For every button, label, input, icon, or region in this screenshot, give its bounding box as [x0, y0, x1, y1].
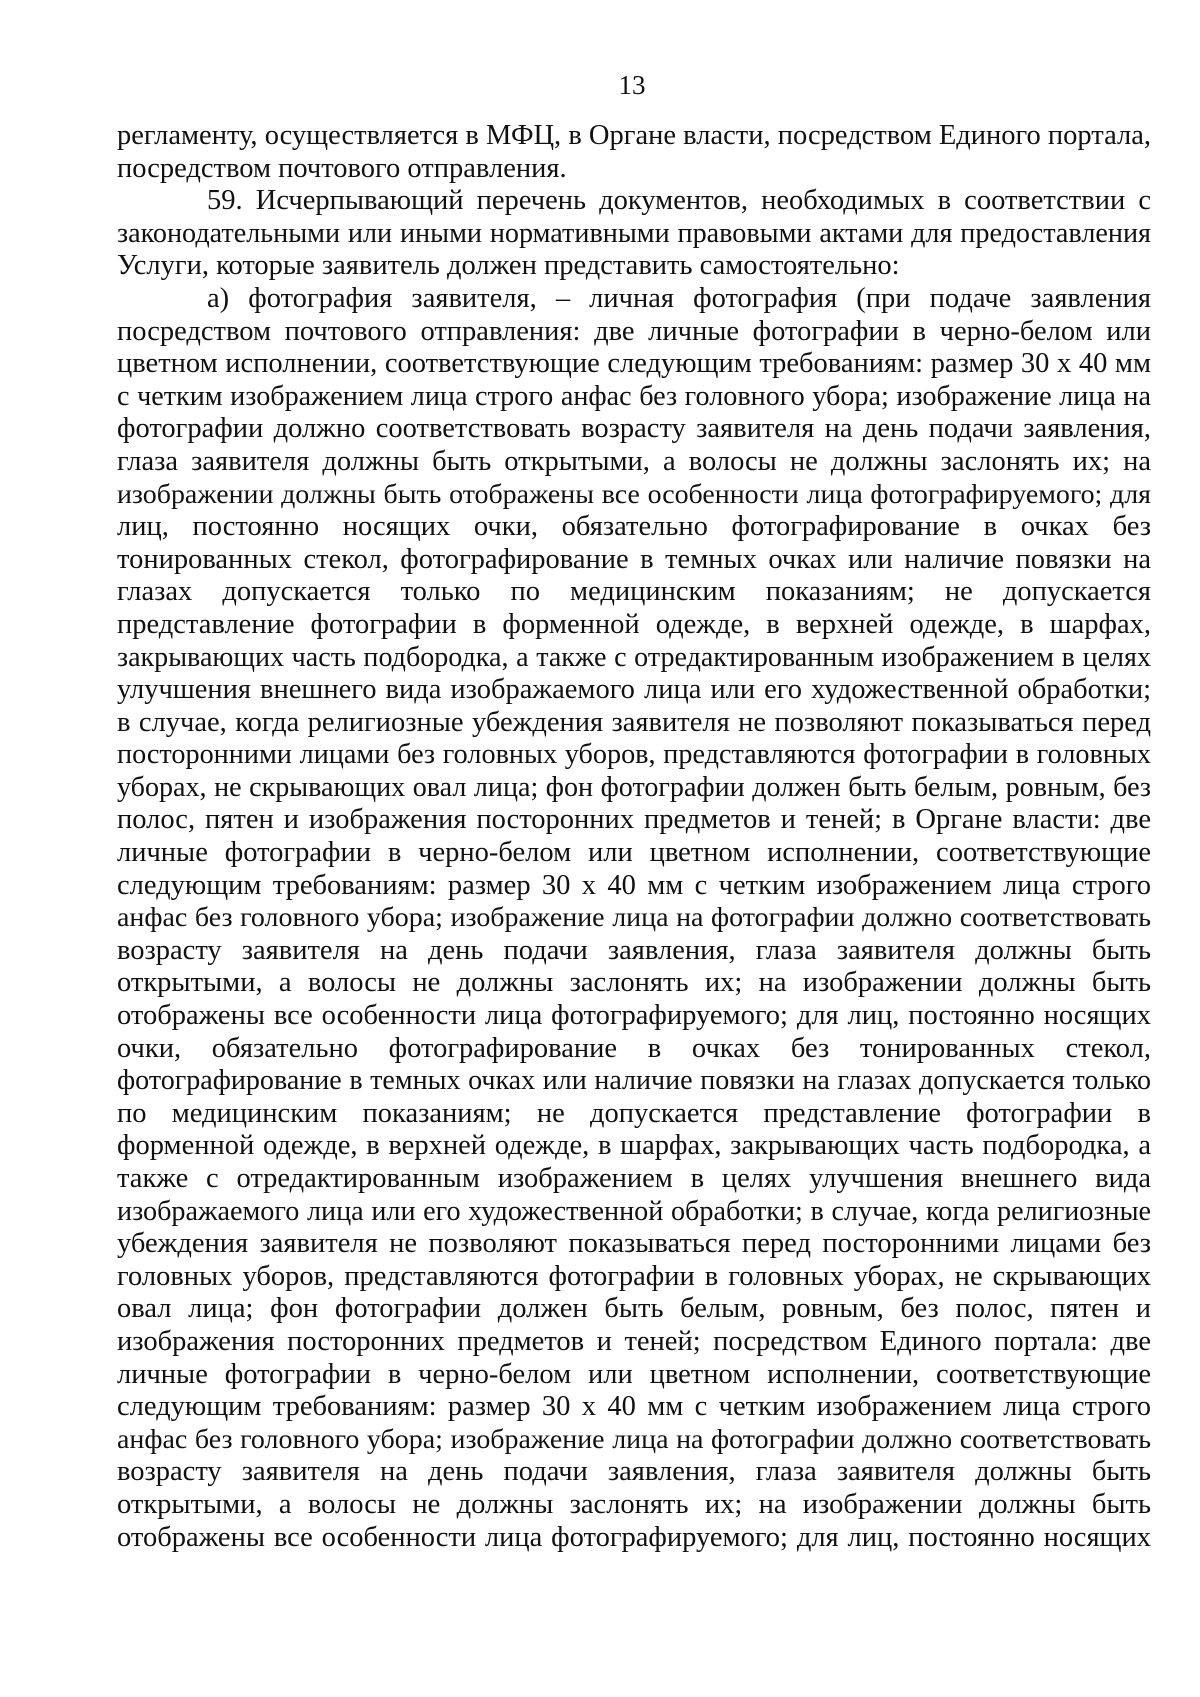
text-line: полос, пятен и изображения посторонних предметов и теней; в Органе власти: две: [117, 804, 1151, 836]
text-line: в случае, когда религиозные убеждения заявителя не позволяют показываться перед: [117, 706, 1151, 738]
text-line: личные фотографии в черно-белом или цветном исполнении, соответствующие: [117, 1358, 1151, 1390]
text-line: посредством почтового отправления.: [117, 152, 567, 184]
page-number: 13: [618, 70, 646, 100]
text-line: овал лица; фон фотографии должен быть белым, ровным, без полос, пятен и: [117, 1293, 1151, 1325]
text-line: по медицинским показаниям; не допускается представление фотографии в: [117, 1097, 1151, 1129]
text-line: улучшения внешнего вида изображаемого лица или его художественной обработки;: [117, 674, 1151, 706]
text-line: открытыми, а волосы не должны заслонять их; на изображении должны быть: [117, 1488, 1151, 1520]
text-line: анфас без головного убора; изображение лица на фотографии должно соответствовать: [117, 1423, 1151, 1455]
text-line: законодательными или иными нормативными правовыми актами для предоставления: [117, 217, 1151, 249]
text-line: цветном исполнении, соответствующие следующим требованиям: размер 30 х 40 мм: [117, 348, 1151, 380]
text-line: возрасту заявителя на день подачи заявления, глаза заявителя должны быть: [117, 1456, 1151, 1488]
text-line: также с отредактированным изображением в целях улучшения внешнего вида: [117, 1163, 1151, 1194]
document-body: [117, 120, 1151, 1554]
text-line: следующим требованиям: размер 30 х 40 мм с четким изображением лица строго: [117, 869, 1151, 901]
text-line: с четким изображением лица строго анфас без головного убора; изображение лица на: [117, 380, 1151, 412]
text-line: регламенту, осуществляется в МФЦ, в Органе власти, посредством Единого портала,: [117, 120, 1151, 151]
text-line: закрывающих часть подбородка, а также с отредактированным изображением в целях: [117, 641, 1151, 673]
text-line: личные фотографии в черно-белом или цветном исполнении, соответствующие: [117, 837, 1151, 869]
text-line: изображении должны быть отображены все особенности лица фотографируемого; для: [117, 478, 1151, 510]
text-line: посредством почтового отправления: две личные фотографии в черно-белом или: [117, 315, 1151, 347]
text-line: изображения посторонних предметов и теней; посредством Единого портала: две: [117, 1325, 1151, 1357]
text-line: убеждения заявителя не позволяют показываться перед посторонними лицами без: [117, 1228, 1151, 1260]
text-line: головных уборов, представляются фотографии в головных уборах, не скрывающих: [117, 1260, 1151, 1292]
text-line: уборах, не скрывающих овал лица; фон фотографии должен быть белым, ровным, без: [117, 771, 1151, 803]
text-line: возрасту заявителя на день подачи заявления, глаза заявителя должны быть: [117, 934, 1151, 966]
text-line: фотографирование в темных очках или наличие повязки на глазах допускается только: [117, 1065, 1151, 1097]
text-line: посторонними лицами без головных уборов, представляются фотографии в головных: [117, 739, 1151, 771]
text-line: Услуги, которые заявитель должен представить самостоятельно:: [117, 250, 900, 282]
text-line: анфас без головного убора; изображение лица на фотографии должно соответствовать: [117, 902, 1151, 934]
text-line: представление фотографии в форменной одежде, в верхней одежде, в шарфах,: [117, 608, 1151, 640]
text-line: изображаемого лица или его художественной обработки; в случае, когда религиозные: [117, 1195, 1151, 1227]
text-line: тонированных стекол, фотографирование в темных очках или наличие повязки на: [117, 543, 1151, 575]
text-line: форменной одежде, в верхней одежде, в шарфах, закрывающих часть подбородка, а: [117, 1130, 1151, 1162]
text-line: фотографии должно соответствовать возрасту заявителя на день подачи заявления,: [117, 413, 1151, 445]
text-line: глазах допускается только по медицинским показаниям; не допускается: [117, 576, 1151, 608]
text-line: глаза заявителя должны быть открытыми, а волосы не должны заслонять их; на: [117, 445, 1151, 477]
text-line: отображены все особенности лица фотографируемого; для лиц, постоянно носящих: [117, 1000, 1151, 1032]
text-line: открытыми, а волосы не должны заслонять их; на изображении должны быть: [117, 967, 1151, 999]
text-line: а) фотография заявителя, – личная фотография (при подаче заявления: [207, 282, 1151, 314]
text-line: следующим требованиям: размер 30 х 40 мм с четким изображением лица строго: [117, 1391, 1151, 1423]
text-line: очки, обязательно фотографирование в очках без тонированных стекол,: [117, 1032, 1151, 1064]
text-line: отображены все особенности лица фотографируемого; для лиц, постоянно носящих: [117, 1521, 1151, 1553]
text-line: лиц, постоянно носящих очки, обязательно фотографирование в очках без: [117, 511, 1151, 543]
text-line: 59. Исчерпывающий перечень документов, необходимых в соответствии с: [207, 185, 1151, 217]
